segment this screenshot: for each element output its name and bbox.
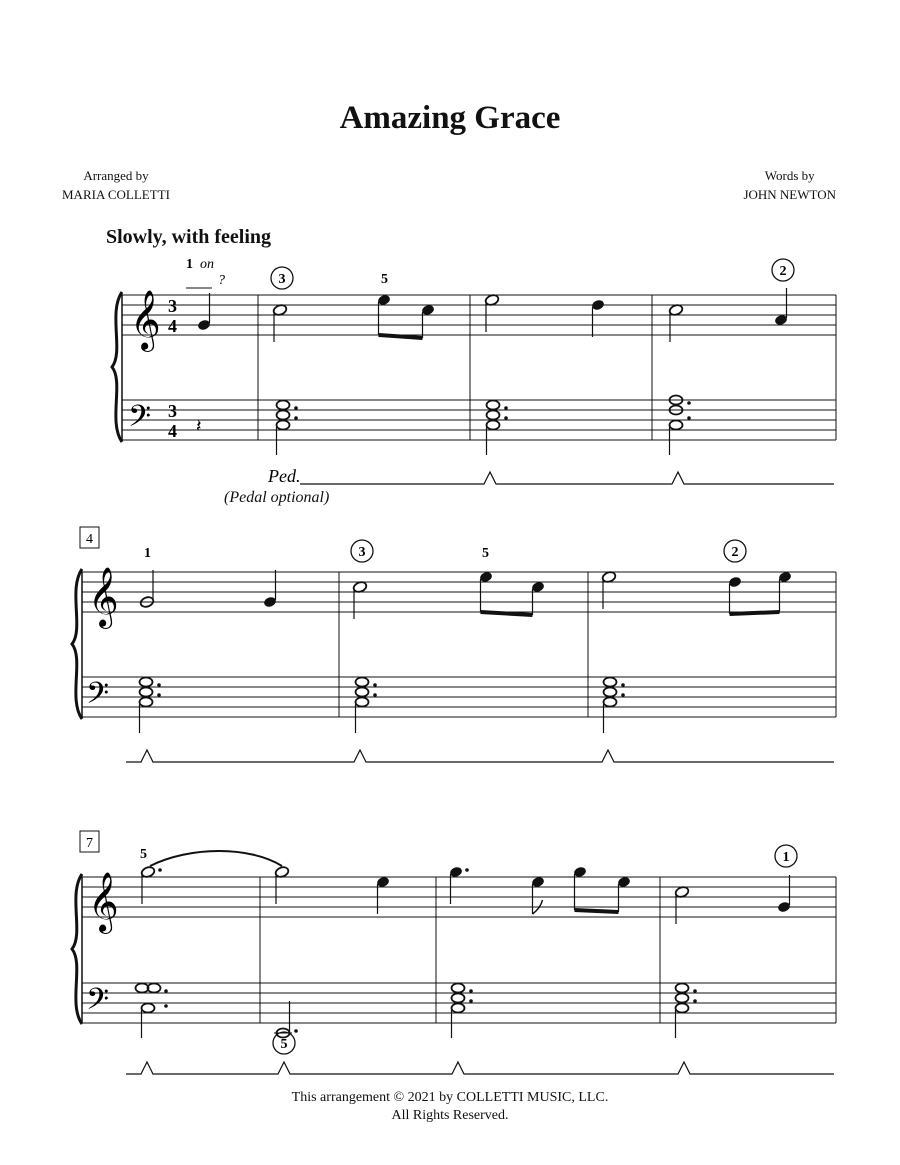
arranger-name: MARIA COLLETTI [62, 187, 170, 202]
pedal-mark: Ped. [268, 466, 301, 486]
finger-circle: 2 [779, 264, 787, 279]
fingering: 1 [144, 546, 151, 561]
eighth-pair [479, 571, 545, 615]
bass-clef: 𝄢 [86, 983, 110, 1023]
finger-circle: 1 [782, 850, 790, 865]
note [601, 571, 616, 609]
finger-circle: 5 [280, 1037, 288, 1052]
time-sig-upper: 3 [168, 401, 177, 421]
bass-chord [604, 678, 617, 707]
bass-chord [140, 678, 153, 707]
bass-chord [277, 401, 290, 430]
pedal-optional-note: (Pedal optional) [224, 489, 330, 506]
note [272, 304, 287, 342]
lyricist-name: JOHN NEWTON [743, 187, 836, 202]
fingering: 5 [140, 847, 147, 862]
note [140, 866, 161, 904]
finger-circle: 3 [278, 272, 286, 287]
eighth-pair [377, 294, 435, 338]
copyright-footer [0, 1089, 900, 1125]
pedal-line [300, 472, 834, 484]
note [197, 293, 211, 331]
treble-clef: 𝄞 [88, 569, 119, 626]
eighth-pair [573, 866, 631, 912]
page-title: Amazing Grace [339, 100, 561, 136]
time-sig-lower: 4 [168, 421, 177, 441]
measure-number: 4 [86, 532, 93, 547]
bass-clef: 𝄢 [128, 400, 152, 440]
tie [150, 851, 282, 866]
time-sig-upper: 3 [168, 296, 177, 316]
system-1 [112, 257, 836, 486]
brace [112, 292, 122, 442]
time-sig-lower: 4 [168, 316, 177, 336]
measure-number: 7 [86, 836, 93, 851]
rights-line: All Rights Reserved. [391, 1108, 509, 1123]
pedal-line [126, 750, 834, 762]
fingering: 1 [186, 257, 193, 272]
tempo-marking: Slowly, with feeling [106, 226, 272, 248]
fingering: 5 [381, 272, 388, 287]
bass-chord [356, 678, 369, 707]
bass-chord [676, 984, 689, 1013]
fingering-annotation: on [200, 257, 214, 272]
system-2 [72, 527, 836, 762]
system-3 [72, 831, 836, 1074]
quarter-rest: 𝄽 [196, 416, 202, 436]
fingering-annotation: ? [218, 273, 225, 288]
finger-circle: 2 [731, 545, 739, 560]
copyright-line: This arrangement © 2021 by COLLETTI MUSIC, LLC. [291, 1090, 609, 1105]
bass-chord [487, 401, 500, 430]
fingering: 5 [482, 546, 489, 561]
pedal-line [126, 1062, 834, 1074]
bass-chord [452, 984, 465, 1013]
treble-clef: 𝄞 [88, 874, 119, 931]
note [352, 581, 367, 619]
bass-clef: 𝄢 [86, 677, 110, 717]
finger-circle: 3 [358, 545, 366, 560]
bass-chord [670, 396, 683, 430]
note [139, 570, 277, 608]
arranger-label: Arranged by [83, 168, 149, 183]
lyricist-label: Words by [764, 168, 815, 183]
treble-clef: 𝄞 [130, 292, 161, 349]
bass-chord [136, 984, 161, 1013]
